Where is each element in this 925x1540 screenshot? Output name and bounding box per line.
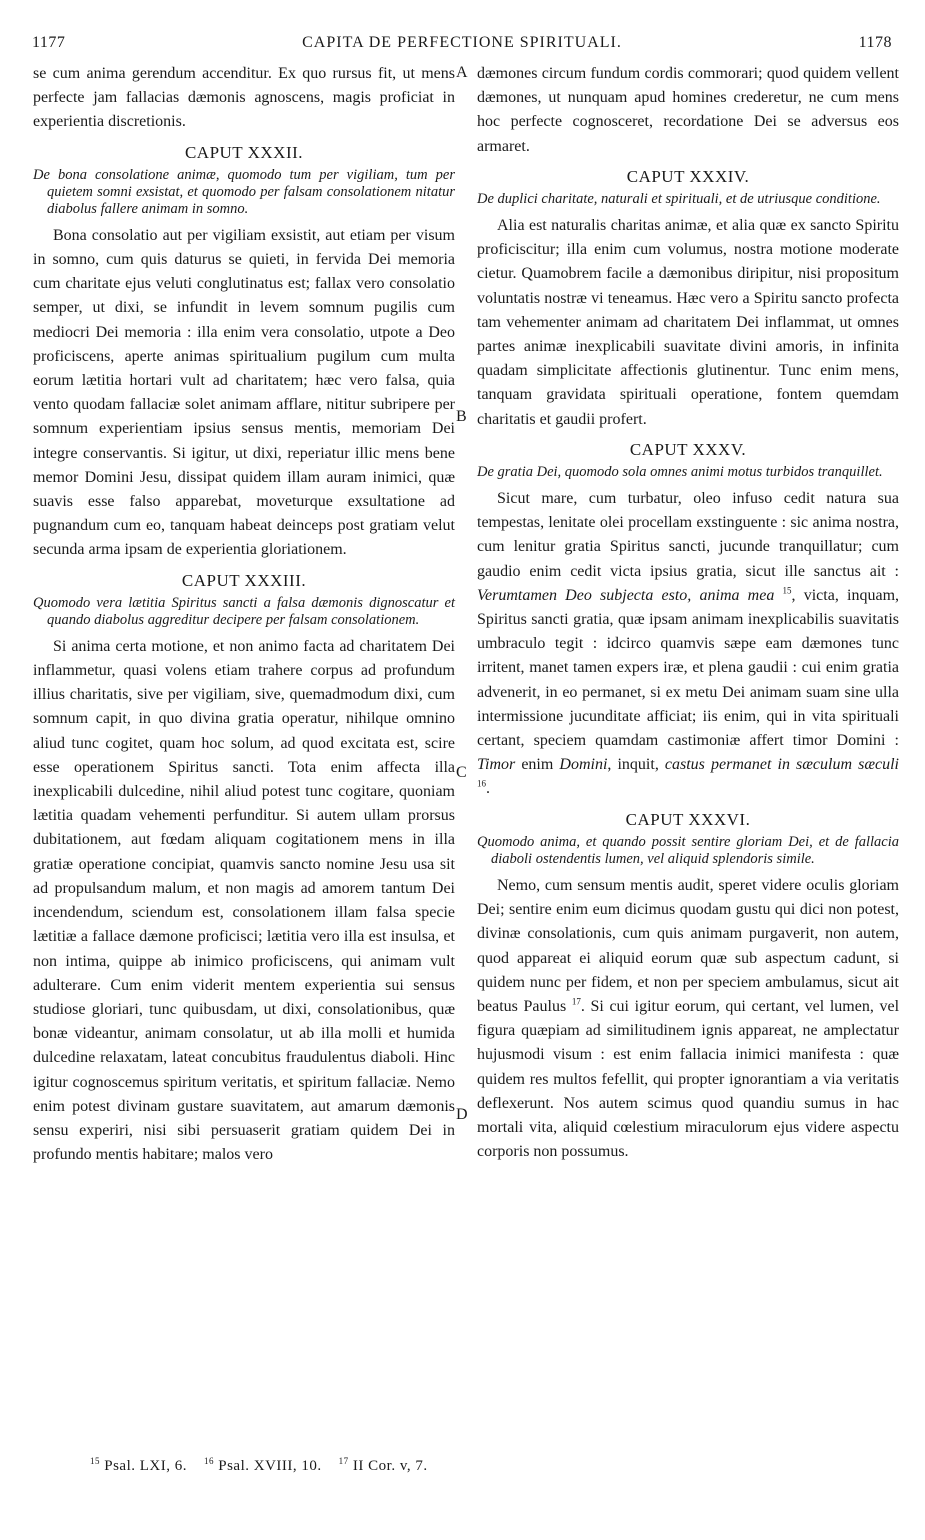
- body-text: Nemo, cum sensum mentis audit, speret videre oculis gloriam Dei; sentire enim eum dicimus quodam gustu qui dici non potest, divinæ consolationis, cum quis animam purgaverit, non autem, quod appareat ei aliquid eorum quæ sub aspectum cadunt, si quidem nunc per fidem, et non per speciem ambulamus, sicut ait beatus Paulus: [477, 876, 899, 1015]
- chapter-body: Sicut mare, cum turbatur, oleo infuso cedit natura sua tempestas, lenitate olei procellam exstinguente : sic anima nostra, cum lenitur gratia Spiritus sancti, jucunde tranquillatur; cum gaudio enim cedit victa ipsius gratia, sicut ille sanctus ait : Verumtamen Deo subjecta esto, anima mea $^{15}$, victa, inquam, Spiritus sancti gratia, quæ ipsam animam inexplicabilis suavitatis umbraculo tegit : idcirco quamvis sæpe eam dæmones tunc irritent, manet tamen expers iræ, et plena gaudii : cui enim gratia advenerit, in eo permanet, si ex metu Dei animam suam sine ulla intermissione jucunditate afficiat; iis enim, qui in vita spirituali certant, speciem quamdam castimoniæ affert timor Domini : Timor enim Domini, inquit, castus permanet in sæculum sæculi $^{16}$.: [477, 490, 900, 798]
- body-text: Sicut mare, cum turbatur, oleo infuso cedit natura sua tempestas, lenitate olei procellam exstinguente : sic anima nostra, cum lenitur gratia Spiritus sancti, jucunde tranquillatur; cum gaudio enim cedit victa ipsius gratia, sicut ille sanctus ait :: [477, 490, 899, 580]
- chapter-body: [477, 874, 899, 1164]
- footnote-number: 17: [338, 1456, 349, 1466]
- chapter-heading: CAPUT XXXVI.: [625, 809, 751, 829]
- footnote-text: II Cor. v, 7.: [352, 1458, 428, 1474]
- chapter-heading: CAPUT XXXIII.: [181, 570, 307, 590]
- chapter-summary: De duplici charitate, naturali et spirituali, et de utriusque conditione.: [477, 191, 881, 208]
- scripture-quote: Timor: [477, 756, 516, 774]
- footnote-number: 15: [90, 1456, 100, 1466]
- margin-letter-c: C: [456, 764, 467, 781]
- chapter-heading: CAPUT XXXV.: [629, 439, 747, 459]
- chapter-body: Si anima certa motione, et non animo facta ad charitatem Dei inflammetur, quasi volens etiam trahere corpus ad profundum illius charitatis, sive per vigiliam, sive, quemadmodum dixi, cum somnum capit, in quo divina gratia operatur, nihilque omnino aliud tunc cogitet, quam hoc solum, ad quod excitata est, scire esse operationem Spiritus sancti. Tota enim affecta illa inexplicabili dulcedine, nihil aliud potest tunc cogitare, quoniam lætitia quadam vehementi perfunditur. Si autem ullam prorsus dubitationem, aut fœdam aliquam cogitationem mens in illa gratiæ operatione concipiat, quamvis sancto nomine Jesu usa sit ad propulsandum malum, et non magis ad amorem tantum Dei incendendum, sciendum est, consolationem illam falsa specie lætitiæ a fallace dæmone proficisci; lætitia vero illa est insulsa, et non intima, quippe ab inimico proficiscens, qui animam vult adulterare. Cum enim viderit mentem experientia sui sensus studiose gloriari, tunc quibusdam, ut dixi, consolationibus, quæ bonæ videantur, animam consolatur, ut ab illa molli et humida dulcedine relaxatam, lateat concubitus fraudulentus diaboli. Hinc igitur cognoscemus spiritum veritatis, et spiritum fallaciæ. Nemo enim potest divinam gustare suavitatem, aut amarum dæmonis sensu experiri, nisi sibi persuaserit gratiam quidem Dei in profundo mentis habitare; malos vero: [33, 637, 455, 1164]
- footnote-number: 16: [204, 1456, 214, 1466]
- footnote-ref: 17: [571, 996, 581, 1007]
- chapter-heading: CAPUT XXXII.: [184, 142, 304, 162]
- chapter-body: Alia est naturalis charitas animæ, et alia quæ ex sancto Spiritu proficiscitur; illa enim cum volumus, nostra motione moderate cietur. Quamobrem facile a dæmonibus diripitur, nisi propositum voluntatis nostræ vi teneamus. Hæc vero a Spiritu sancto profecta tam vehementer animam ad charitatem Dei inflammat, ut omnes partes animæ inexplicabili suavitate divini amoris, in infinita quadam simplicitate affectionis glutinentur. Tunc enim mens, tanquam gravidata spirituali operatione, fontem quemdam charitatis et gaudii profert.: [477, 217, 899, 428]
- footnote-ref: 15: [782, 585, 792, 596]
- scripture-quote: Domini: [559, 756, 608, 774]
- left-column: [33, 62, 455, 1167]
- column-number-right: 1178: [858, 34, 892, 51]
- footnotes: [90, 1458, 428, 1475]
- footnote-ref: 16: [477, 779, 486, 790]
- body-text: , inquit,: [607, 756, 665, 774]
- footnote-text: Psal. XVIII, 10.: [218, 1458, 322, 1474]
- chapter-body: Bona consolatio aut per vigiliam exsistit, aut etiam per visum in somno, cum quis daturus se quieti, in fervida Dei memoria cum charitate ejus veluti conglutinatus est; fallax vero consolatio semper, ut dixi, se infundit in levem somnum pugilis cum mediocri Dei memoria : illa enim vera consolatio, utpote a Deo proficiscens, aperte animas spiritualium pugilum cum multa eorum lætitia hortari vult ad charitatem; hæc vero falsa, quia vento quodam fallaciæ solet animam afflare, nititur subripere per somnum experientiam ipsius sensus mentis, memoriam Dei integre conservantis. Si igitur, ut dixi, reperiatur illic mens bene memor Domini Jesu, dissipat quidem illam auram inimici, quæ suavis esse falso apparebat, moveturque exsultatione ad pugnandum cum eo, tanquam habeat deinceps post gratiam velut secunda arma ipsam de experientia gloriationem.: [33, 226, 455, 559]
- right-column: [477, 62, 899, 1164]
- column-number-left: 1177: [32, 34, 66, 51]
- scripture-quote: castus permanet in sæculum sæculi: [664, 756, 899, 774]
- scripture-quote: Verumtamen Deo subjecta esto, anima mea: [477, 586, 775, 604]
- running-title: CAPITA DE PERFECTIONE SPIRITUALI.: [302, 34, 622, 51]
- chapter-heading: CAPUT XXXIV.: [626, 166, 750, 186]
- margin-letter-b: B: [456, 408, 467, 425]
- chapter-summary: Quomodo anima, et quando possit sentire gloriam Dei, et de fallacia diaboli ostendentis lumen, vel aliquid splendoris simile.: [477, 833, 899, 867]
- continued-text: dæmones circum fundum cordis commorari; quod quidem vellent dæmones, ut nunquam apud homines crederetur, ne cum mens hoc perfecte cognosceret, recordatione Dei se adversus eos armaret.: [477, 65, 899, 155]
- margin-letter-a: A: [456, 64, 468, 81]
- chapter-summary: De bona consolatione animæ, quomodo tum per vigiliam, tum per quietem somni exsistat, et quomodo per falsam consolationem nitatur diabolus fallere animam in somno.: [33, 166, 455, 217]
- footnote-text: Psal. LXI, 6.: [104, 1458, 187, 1474]
- page-header: [32, 34, 892, 56]
- body-text: , victa, inquam, Spiritus sancti gratia, quæ ipsam animam inexplicabilis suavitatis umbraculo tegit : idcirco quamvis sæpe eam dæmones tunc irritent, manet tamen expers iræ, et plena gaudii : cui enim gratia advenerit, in eo permanet, si ex metu Dei animam suam sine ulla intermissione jucunditate afficiat; iis enim, qui in vita spirituali certant, speciem quamdam castimoniæ affert timor Domini :: [477, 586, 900, 750]
- body-text: . Si cui igitur eorum, qui certant, vel lumen, vel figura quæpiam ad similitudinem ignis appareat, ne amplectatur hujusmodi visum : est enim fallacia inimici manifesta : quæ quidem res multos fefellit, qui propter ignorantiam a via veritatis deflexerunt. Nos autem scimus quod quandiu sumus in hac mortali vita, aliquid cœlestium miraculorum ejus videre aspectu corporis non possumus.: [477, 997, 900, 1161]
- body-text: enim: [515, 756, 560, 774]
- chapter-summary: De gratia Dei, quomodo sola omnes animi motus turbidos tranquillet.: [477, 464, 883, 481]
- margin-letter-d: D: [456, 1106, 468, 1123]
- continued-text: se cum anima gerendum accenditur. Ex quo rursus fit, ut mens perfecte jam fallacias dæmonis agnoscens, magis proficiat in experientia discretionis.: [33, 65, 455, 131]
- chapter-summary: Quomodo vera lætitia Spiritus sancti a falsa dæmonis dignoscatur et quando diabolus aggreditur decipere per falsam consolationem.: [33, 594, 455, 628]
